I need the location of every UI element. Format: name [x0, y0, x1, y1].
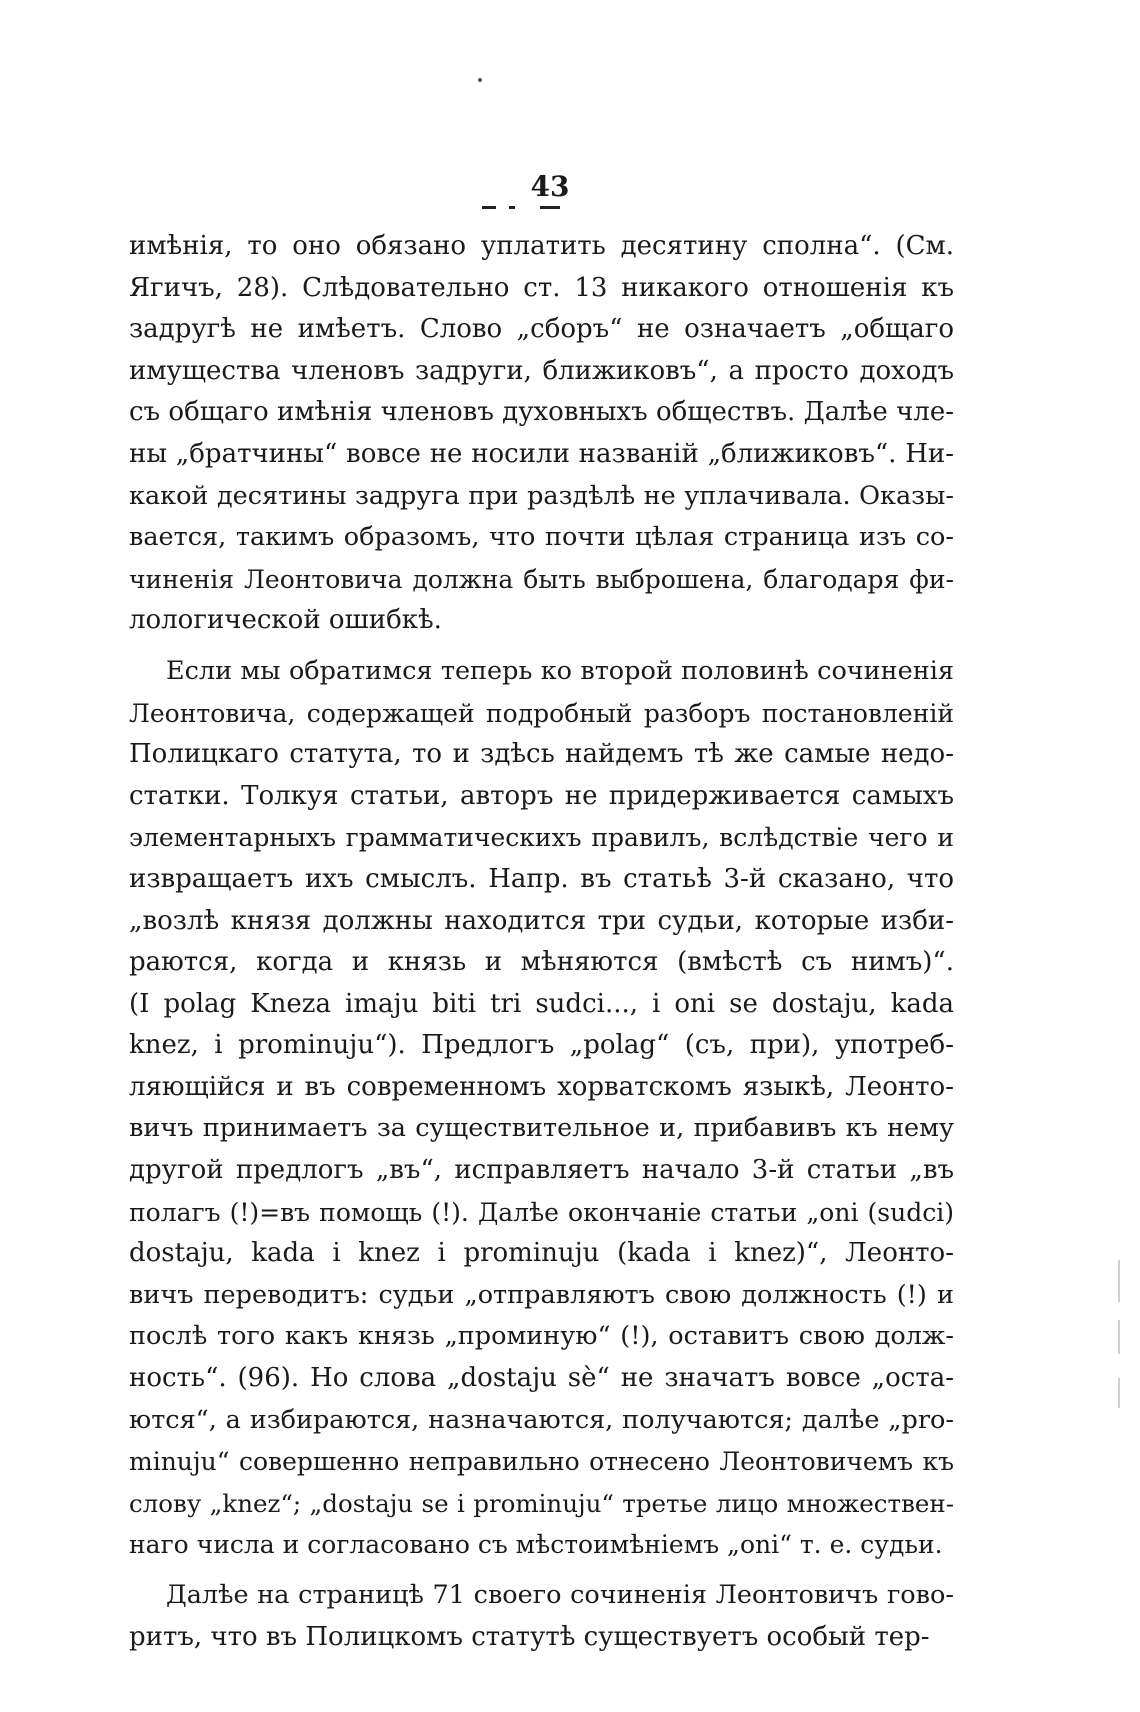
paragraph	[129, 1575, 954, 1658]
text-line: Полицкаго статута, то и здѣсь найдемъ тѣ же самые недо-	[129, 739, 954, 770]
header-rule	[540, 206, 560, 209]
text-line: другой предлогъ „въ“, исправляетъ начало 3-й статьи „въ	[129, 1155, 954, 1186]
text-line: съ общаго имѣнія членовъ духовныхъ обществъ. Далѣе чле-	[129, 397, 954, 428]
text-line: вичъ принимаетъ за существительное и, прибавивъ къ нему	[129, 1113, 954, 1144]
text-line: наго числа и согласовано съ мѣстоимѣніемъ „oni“ т. е. судьи.	[129, 1530, 943, 1560]
text-line: полагъ (!)=въ помощь (!). Далѣе окончаніе статьи „oni (sudci)	[129, 1197, 954, 1227]
text-line: (I polag Kneza imaju biti tri sudci..., i oni se dostaju, kada	[129, 988, 954, 1019]
text-line: вичъ переводитъ: судьи „отправляютъ свою должность (!) и	[129, 1279, 954, 1310]
text-line: Далѣе на страницѣ 71 своего сочиненія Леонтовичъ гово-	[166, 1580, 954, 1610]
text-line: задругѣ не имѣетъ. Слово „сборъ“ не означаетъ „общаго	[129, 314, 954, 345]
text-line: имѣнія, то оно обязано уплатить десятину сполна“. (См.	[129, 231, 954, 261]
text-line: knez, i prominuju“). Предлогъ „polag“ (съ, при), употреб-	[129, 1030, 954, 1061]
text-line: „возлѣ князя должны находится три судьи, которые изби-	[129, 905, 954, 936]
header-rule	[482, 206, 496, 209]
text-line: ляющійся и въ современномъ хорватскомъ языкѣ, Леонто-	[129, 1071, 954, 1102]
text-line: какой десятины задруга при раздѣлѣ не уплачивала. Оказы-	[129, 480, 954, 511]
paragraph	[129, 226, 954, 642]
text-line: dostaju, kada i knez i prominuju (kada i knez)“, Леонто-	[129, 1238, 954, 1269]
margin-mark	[1118, 1260, 1120, 1302]
header-rule	[509, 206, 515, 209]
text-line: Леонтовича, содержащей подробный разборъ постановленій	[129, 698, 954, 728]
text-line: слову „knez“; „dostaju se i prominuju“ третье лицо множествен-	[129, 1488, 954, 1518]
paragraph-gap	[129, 1566, 954, 1575]
text-line: Ягичъ, 28). Слѣдовательно ст. 13 никакого отношенія къ	[129, 272, 954, 303]
text-line: вается, такимъ образомъ, что почти цѣлая страница изъ со-	[129, 522, 954, 553]
text-line: Если мы обратимся теперь ко второй половинѣ сочиненія	[166, 655, 954, 686]
body-text	[129, 226, 954, 1658]
text-line: ны „братчины“ вовсе не носили названій „ближиковъ“. Ни-	[129, 438, 954, 469]
text-line: извращаетъ ихъ смыслъ. Напр. въ статьѣ 3-й сказано, что	[129, 863, 954, 894]
text-line: ность“. (96). Но слова „dostaju sè“ не значатъ вовсе „оста-	[129, 1363, 954, 1394]
page-number: 43	[530, 170, 570, 203]
text-line: чиненія Леонтовича должна быть выброшена, благодаря фи-	[129, 564, 954, 594]
text-line: minuju“ совершенно неправильно отнесено Леонтовичемъ къ	[129, 1447, 954, 1477]
text-line: послѣ того какъ князь „проминую“ (!), оставитъ свою долж-	[129, 1321, 954, 1352]
paragraph	[129, 651, 954, 1566]
text-line: ются“, а избираются, назначаются, получаются; далѣе „pro-	[129, 1404, 954, 1435]
text-line: имущества членовъ задруги, ближиковъ“, а просто доходъ	[129, 355, 954, 386]
text-line: ритъ, что въ Полицкомъ статутѣ существуетъ особый тер-	[129, 1621, 930, 1652]
text-line: раются, когда и князь и мѣняются (вмѣстѣ съ нимъ)“.	[129, 947, 954, 978]
page-speck	[478, 78, 482, 82]
text-line: лологической ошибкѣ.	[129, 605, 442, 636]
text-line: элементарныхъ грамматическихъ правилъ, вслѣдствіе чего и	[129, 823, 954, 853]
margin-mark	[1118, 1320, 1120, 1354]
margin-mark	[1118, 1378, 1120, 1408]
text-line: статки. Толкуя статьи, авторъ не придерживается самыхъ	[129, 780, 954, 811]
paragraph-gap	[129, 642, 954, 651]
